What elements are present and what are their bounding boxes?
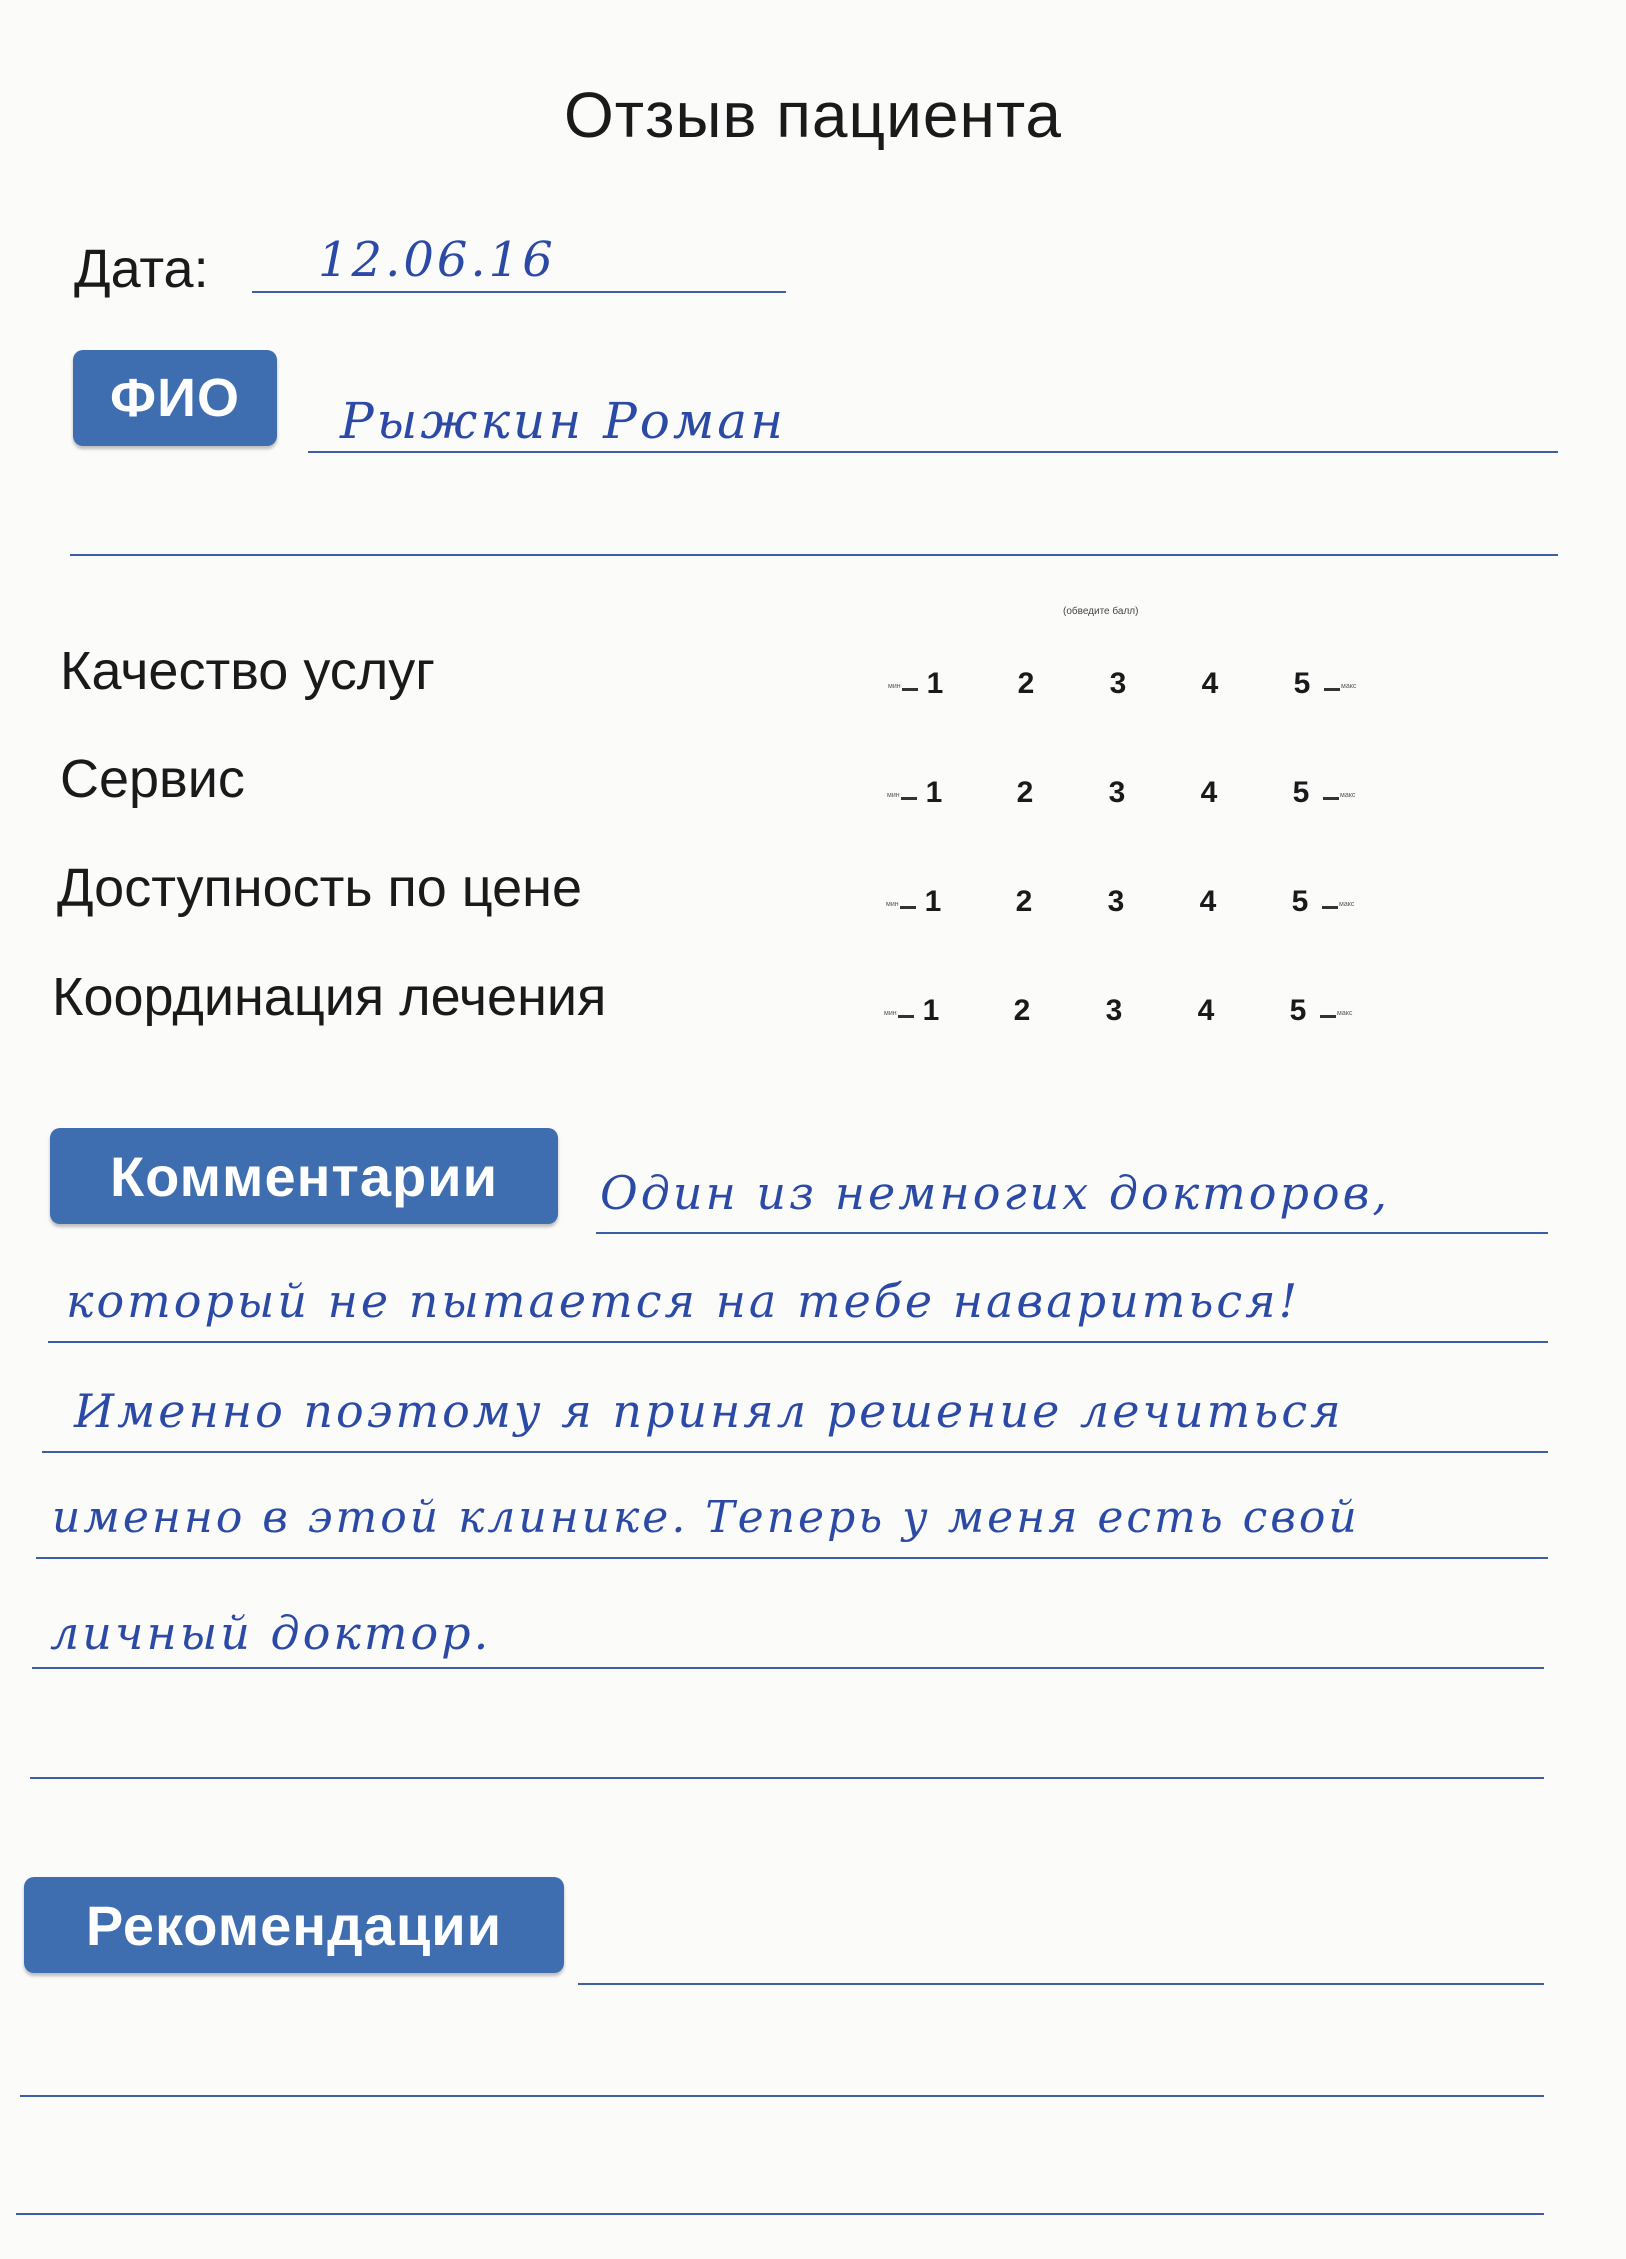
scale-max-label: макс bbox=[1339, 901, 1355, 908]
scale-max-label: макс bbox=[1340, 792, 1356, 799]
scale-min-label: мин bbox=[887, 792, 900, 799]
comment-line-1: Один из немногих докторов, bbox=[600, 1166, 1391, 1220]
rating-option-5[interactable]: 5 bbox=[1289, 994, 1307, 1027]
recommendations-underline-1 bbox=[578, 1983, 1544, 1985]
scale-max-label: макс bbox=[1341, 683, 1357, 690]
recommendations-underline-3 bbox=[16, 2213, 1544, 2215]
scale-max-dash bbox=[1322, 906, 1338, 909]
rating-option-2[interactable]: 2 bbox=[1013, 994, 1031, 1027]
name-badge: ФИО bbox=[73, 350, 277, 446]
comment-underline-5 bbox=[32, 1667, 1544, 1669]
comment-line-5: личный доктор. bbox=[50, 1606, 492, 1660]
criterion-quality: Качество услуг bbox=[60, 641, 435, 701]
rating-option-4[interactable]: 4 bbox=[1200, 776, 1218, 809]
scale-max-label: макс bbox=[1337, 1010, 1353, 1017]
rating-option-1[interactable]: 1 bbox=[925, 776, 943, 809]
scale-min-label: мин bbox=[884, 1010, 897, 1017]
scale-max-dash bbox=[1323, 797, 1339, 800]
form-title: Отзыв пациента bbox=[564, 79, 1062, 151]
criterion-price: Доступность по цене bbox=[57, 858, 582, 918]
comment-underline-1 bbox=[596, 1232, 1548, 1234]
rating-option-2[interactable]: 2 bbox=[1015, 885, 1033, 918]
rating-option-5[interactable]: 5 bbox=[1293, 667, 1311, 700]
recommendations-underline-2 bbox=[20, 2095, 1544, 2097]
rating-option-4[interactable]: 4 bbox=[1197, 994, 1215, 1027]
date-underline bbox=[252, 291, 786, 293]
rating-option-1[interactable]: 1 bbox=[924, 885, 942, 918]
comment-underline-6 bbox=[30, 1777, 1544, 1779]
rating-option-2[interactable]: 2 bbox=[1017, 667, 1035, 700]
rating-option-5[interactable]: 5 bbox=[1291, 885, 1309, 918]
name-value: Рыжкин Роман bbox=[340, 392, 787, 450]
rating-option-3[interactable]: 3 bbox=[1105, 994, 1123, 1027]
rating-option-1[interactable]: 1 bbox=[926, 667, 944, 700]
date-value: 12.06.16 bbox=[318, 232, 556, 288]
scale-max-dash bbox=[1320, 1015, 1336, 1018]
comment-underline-3 bbox=[42, 1451, 1548, 1453]
rating-option-2[interactable]: 2 bbox=[1016, 776, 1034, 809]
comment-underline-4 bbox=[36, 1557, 1548, 1559]
scale-hint: (обведите балл) bbox=[1063, 606, 1139, 617]
comment-line-4: именно в этой клинике. Теперь у меня есть свой bbox=[52, 1492, 1360, 1543]
rating-option-1[interactable]: 1 bbox=[922, 994, 940, 1027]
name-underline-2 bbox=[70, 554, 1558, 556]
criterion-coordination: Координация лечения bbox=[52, 967, 607, 1027]
scale-min-label: мин bbox=[888, 683, 901, 690]
criterion-service: Сервис bbox=[60, 749, 245, 809]
comment-line-2: который не пытается на тебе навариться! bbox=[66, 1274, 1301, 1328]
scale-max-dash bbox=[1324, 688, 1340, 691]
rating-option-3[interactable]: 3 bbox=[1109, 667, 1127, 700]
rating-option-5[interactable]: 5 bbox=[1292, 776, 1310, 809]
rating-option-3[interactable]: 3 bbox=[1108, 776, 1126, 809]
rating-option-3[interactable]: 3 bbox=[1107, 885, 1125, 918]
recommendations-badge: Рекомендации bbox=[24, 1877, 564, 1973]
comments-badge: Комментарии bbox=[50, 1128, 558, 1224]
comment-underline-2 bbox=[48, 1341, 1548, 1343]
rating-option-4[interactable]: 4 bbox=[1201, 667, 1219, 700]
comment-line-3: Именно поэтому я принял решение лечиться bbox=[74, 1384, 1344, 1438]
scale-min-label: мин bbox=[886, 901, 899, 908]
name-underline bbox=[308, 451, 1558, 453]
rating-option-4[interactable]: 4 bbox=[1199, 885, 1217, 918]
date-label: Дата: bbox=[74, 239, 209, 299]
